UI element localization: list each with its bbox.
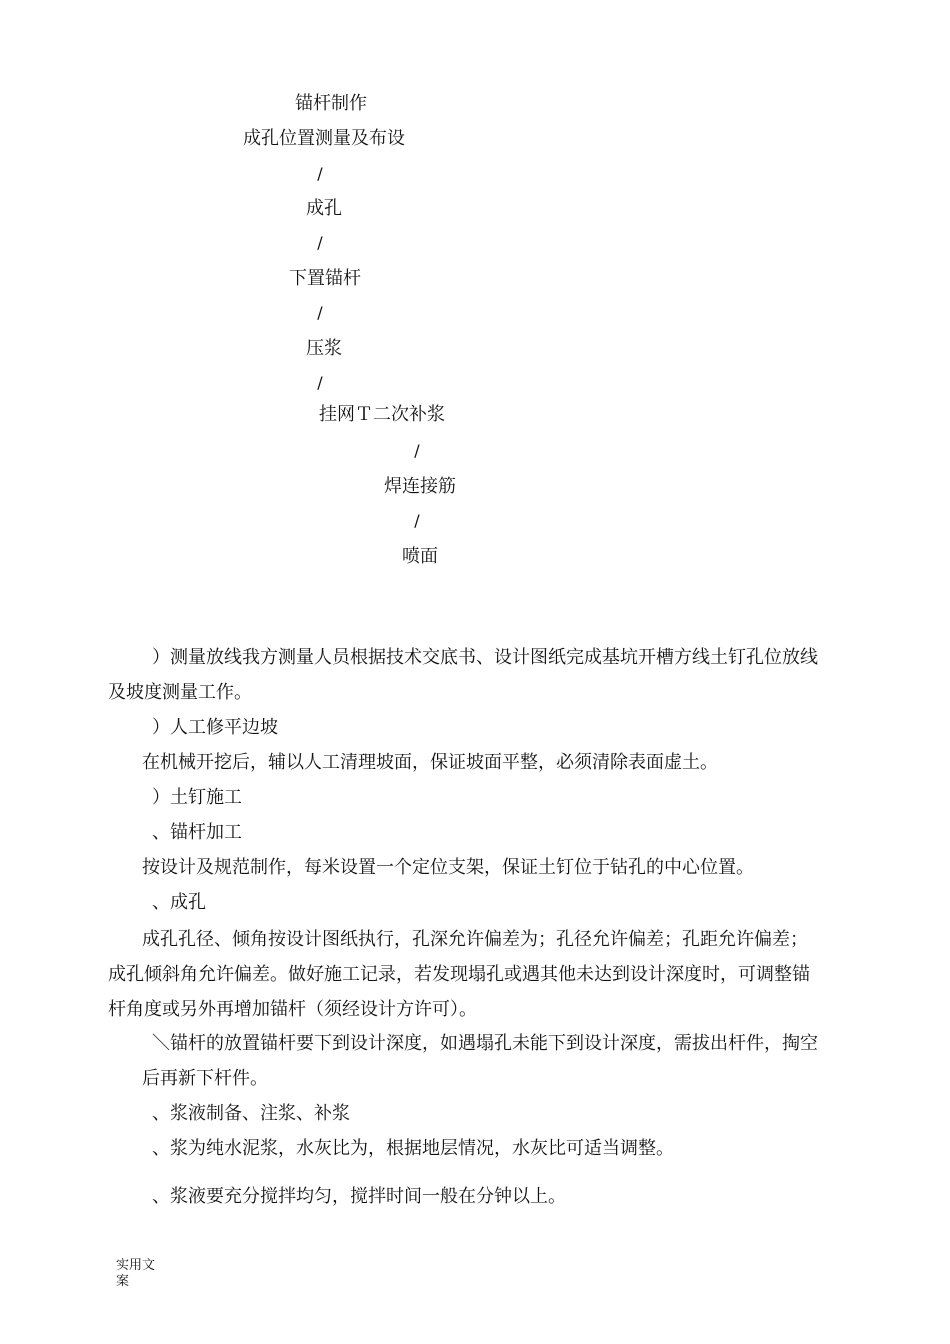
paragraph-survey-line2: 及坡度测量工作。 [108, 682, 252, 703]
paragraph-anchor-processing: 按设计及规范制作，每米设置一个定位支架，保证土钉位于钻孔的中心位置。 [142, 857, 754, 878]
flow-arrow-4: / [317, 373, 323, 392]
flow-step-1: 锚杆制作 [295, 93, 367, 114]
heading-soil-nail: ）土钉施工 [152, 787, 242, 808]
paragraph-slope-trimming: 在机械开挖后，辅以人工清理坡面，保证坡面平整，必须清除表面虚土。 [142, 752, 718, 773]
paragraph-grout-ratio: 、浆为纯水泥浆，水灰比为，根据地层情况，水灰比可适当调整。 [152, 1138, 674, 1159]
flow-arrow-3: / [317, 303, 323, 322]
heading-anchor-processing: 、锚杆加工 [152, 822, 242, 843]
heading-grouting: 、浆液制备、注浆、补浆 [152, 1103, 350, 1124]
flow-step-7: 焊连接筋 [384, 476, 456, 497]
paragraph-survey-line1: ）测量放线我方测量人员根据技术交底书、设计图纸完成基坑开槽方线土钉孔位放线 [152, 647, 818, 668]
paragraph-anchor-placement-line2: 后再新下杆件。 [142, 1068, 268, 1089]
flow-arrow-2: / [317, 233, 323, 252]
paragraph-drilling-line3: 杆角度或另外再增加锚杆（须经设计方许可）。 [108, 999, 477, 1020]
flow-arrow-6: / [414, 511, 420, 530]
flow-arrow-5: / [414, 441, 420, 460]
paragraph-drilling-line2: 成孔倾斜角允许偏差。做好施工记录，若发现塌孔或遇其他未达到设计深度时，可调整锚 [108, 964, 810, 985]
heading-drilling: 、成孔 [152, 892, 206, 913]
flow-step-6: 挂网Ｔ二次补浆 [319, 404, 445, 425]
page-footer: 实用文案 [116, 1258, 156, 1289]
flow-arrow-1: / [317, 164, 323, 183]
heading-slope-trimming: ）人工修平边坡 [152, 717, 278, 738]
flow-step-2: 成孔位置测量及布设 [243, 128, 405, 149]
flow-step-8: 喷面 [402, 546, 438, 567]
paragraph-anchor-placement-line1: ＼锚杆的放置锚杆要下到设计深度，如遇塌孔未能下到设计深度，需拔出杆件，掏空 [152, 1033, 818, 1054]
flow-step-4: 下置锚杆 [289, 268, 361, 289]
paragraph-grout-mixing: 、浆液要充分搅拌均匀，搅拌时间一般在分钟以上。 [152, 1186, 566, 1207]
flow-step-5: 压浆 [306, 338, 342, 359]
paragraph-drilling-line1: 成孔孔径、倾角按设计图纸执行，孔深允许偏差为；孔径允许偏差；孔距允许偏差； [142, 929, 808, 950]
flow-step-3: 成孔 [306, 198, 342, 219]
